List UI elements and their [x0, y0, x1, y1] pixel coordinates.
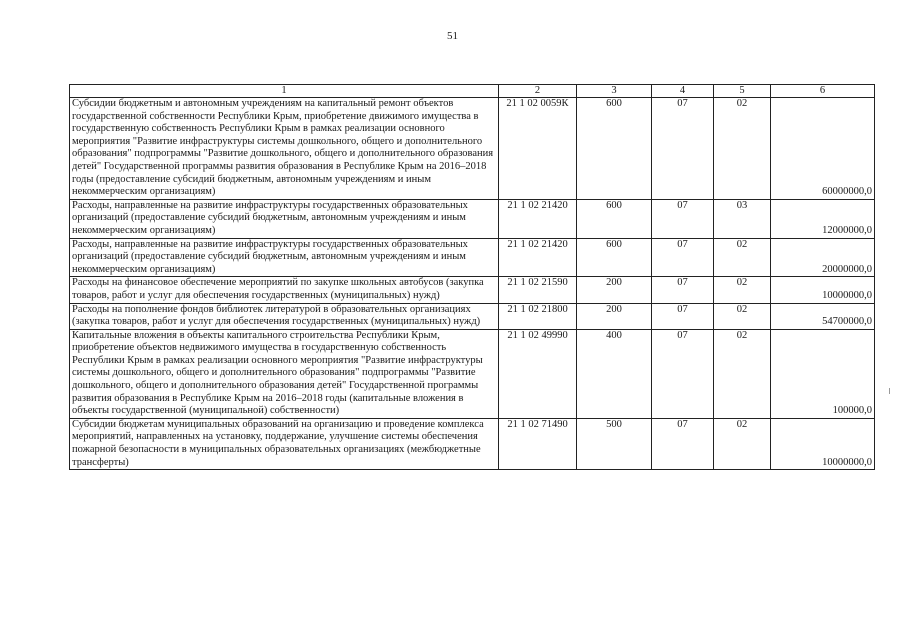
description-cell: Расходы, направленные на развитие инфраструктуры государственных образовательных организаций (предоставление субсидий бюджетным, автономным учреждениям и иным некоммерческим организациям)	[70, 238, 499, 277]
code-cell: 21 1 02 21590	[499, 277, 577, 303]
header-row	[70, 85, 875, 98]
section-cell: 07	[652, 277, 714, 303]
description-cell: Субсидии бюджетам муниципальных образований на организацию и проведение комплекса мероприятий, направленных на установку, поддержание, улучшение системы обеспечения пожарной безопасности в муниципальных образовательных организациях (межбюджетные трансферты)	[70, 418, 499, 469]
header-cell: 2	[499, 85, 577, 98]
expense-type-cell: 200	[577, 303, 652, 329]
description-cell: Субсидии бюджетным и автономным учреждениям на капитальный ремонт объектов государственной собственности Республики Крым, приобретение движимого имущества в государственную собственность Республики Крым в рамках реализации основного мероприятия "Развитие инфраструктуры системы дошкольного, общего и дополнительного образования" подпрограммы "Развитие дошкольного, общего и дополнительного образования детей" Государственной программы развития образования в Республике Крым на 2016–2018 годы (предоставление субсидий бюджетным, автономным учреждениям и иным некоммерческим организациям)	[70, 98, 499, 200]
expense-type-cell: 600	[577, 98, 652, 200]
description-cell: Расходы на пополнение фондов библиотек литературой в образовательных организациях (закупка товаров, работ и услуг для обеспечения государственных (муниципальных) нужд)	[70, 303, 499, 329]
subsection-cell: 03	[714, 199, 771, 238]
section-cell: 07	[652, 199, 714, 238]
table-row	[70, 418, 875, 469]
scan-mark	[889, 388, 890, 394]
table-row	[70, 303, 875, 329]
code-cell: 21 1 02 21420	[499, 238, 577, 277]
section-cell: 07	[652, 303, 714, 329]
table-row	[70, 199, 875, 238]
section-cell: 07	[652, 238, 714, 277]
table-row	[70, 238, 875, 277]
subsection-cell: 02	[714, 98, 771, 200]
code-cell: 21 1 02 71490	[499, 418, 577, 469]
subsection-cell: 02	[714, 238, 771, 277]
code-cell: 21 1 02 49990	[499, 329, 577, 418]
expense-type-cell: 600	[577, 238, 652, 277]
code-cell: 21 1 02 21800	[499, 303, 577, 329]
amount-cell: 10000000,0	[771, 277, 875, 303]
amount-cell: 54700000,0	[771, 303, 875, 329]
expense-type-cell: 400	[577, 329, 652, 418]
amount-cell: 100000,0	[771, 329, 875, 418]
description-cell: Капитальные вложения в объекты капитального строительства Республики Крым, приобретение объектов недвижимого имущества в государственную собственность Республики Крым в рамках реализации основного мероприятия "Развитие инфраструктуры системы дошкольного, общего и дополнительного образования" подпрограммы "Развитие дошкольного, общего и дополнительного образования детей" Государственной программы развития образования в Республике Крым на 2016–2018 годы (капитальные вложения в объекты государственной (муниципальной) собственности)	[70, 329, 499, 418]
subsection-cell: 02	[714, 329, 771, 418]
header-cell: 4	[652, 85, 714, 98]
subsection-cell: 02	[714, 418, 771, 469]
description-cell: Расходы, направленные на развитие инфраструктуры государственных образовательных организаций (предоставление субсидий бюджетным, автономным учреждениям и иным некоммерческим организациям)	[70, 199, 499, 238]
subsection-cell: 02	[714, 277, 771, 303]
table-row	[70, 329, 875, 418]
code-cell: 21 1 02 0059К	[499, 98, 577, 200]
header-cell: 5	[714, 85, 771, 98]
expense-type-cell: 200	[577, 277, 652, 303]
section-cell: 07	[652, 329, 714, 418]
expense-type-cell: 600	[577, 199, 652, 238]
header-cell: 1	[70, 85, 499, 98]
table-row	[70, 98, 875, 200]
section-cell: 07	[652, 418, 714, 469]
header-cell: 6	[771, 85, 875, 98]
amount-cell: 10000000,0	[771, 418, 875, 469]
expense-type-cell: 500	[577, 418, 652, 469]
section-cell: 07	[652, 98, 714, 200]
amount-cell: 60000000,0	[771, 98, 875, 200]
header-cell: 3	[577, 85, 652, 98]
amount-cell: 12000000,0	[771, 199, 875, 238]
table-row	[70, 277, 875, 303]
amount-cell: 20000000,0	[771, 238, 875, 277]
page-number: 51	[447, 30, 458, 42]
description-cell: Расходы на финансовое обеспечение мероприятий по закупке школьных автобусов (закупка товаров, работ и услуг для обеспечения государственных (муниципальных) нужд)	[70, 277, 499, 303]
budget-table	[69, 84, 875, 470]
code-cell: 21 1 02 21420	[499, 199, 577, 238]
subsection-cell: 02	[714, 303, 771, 329]
